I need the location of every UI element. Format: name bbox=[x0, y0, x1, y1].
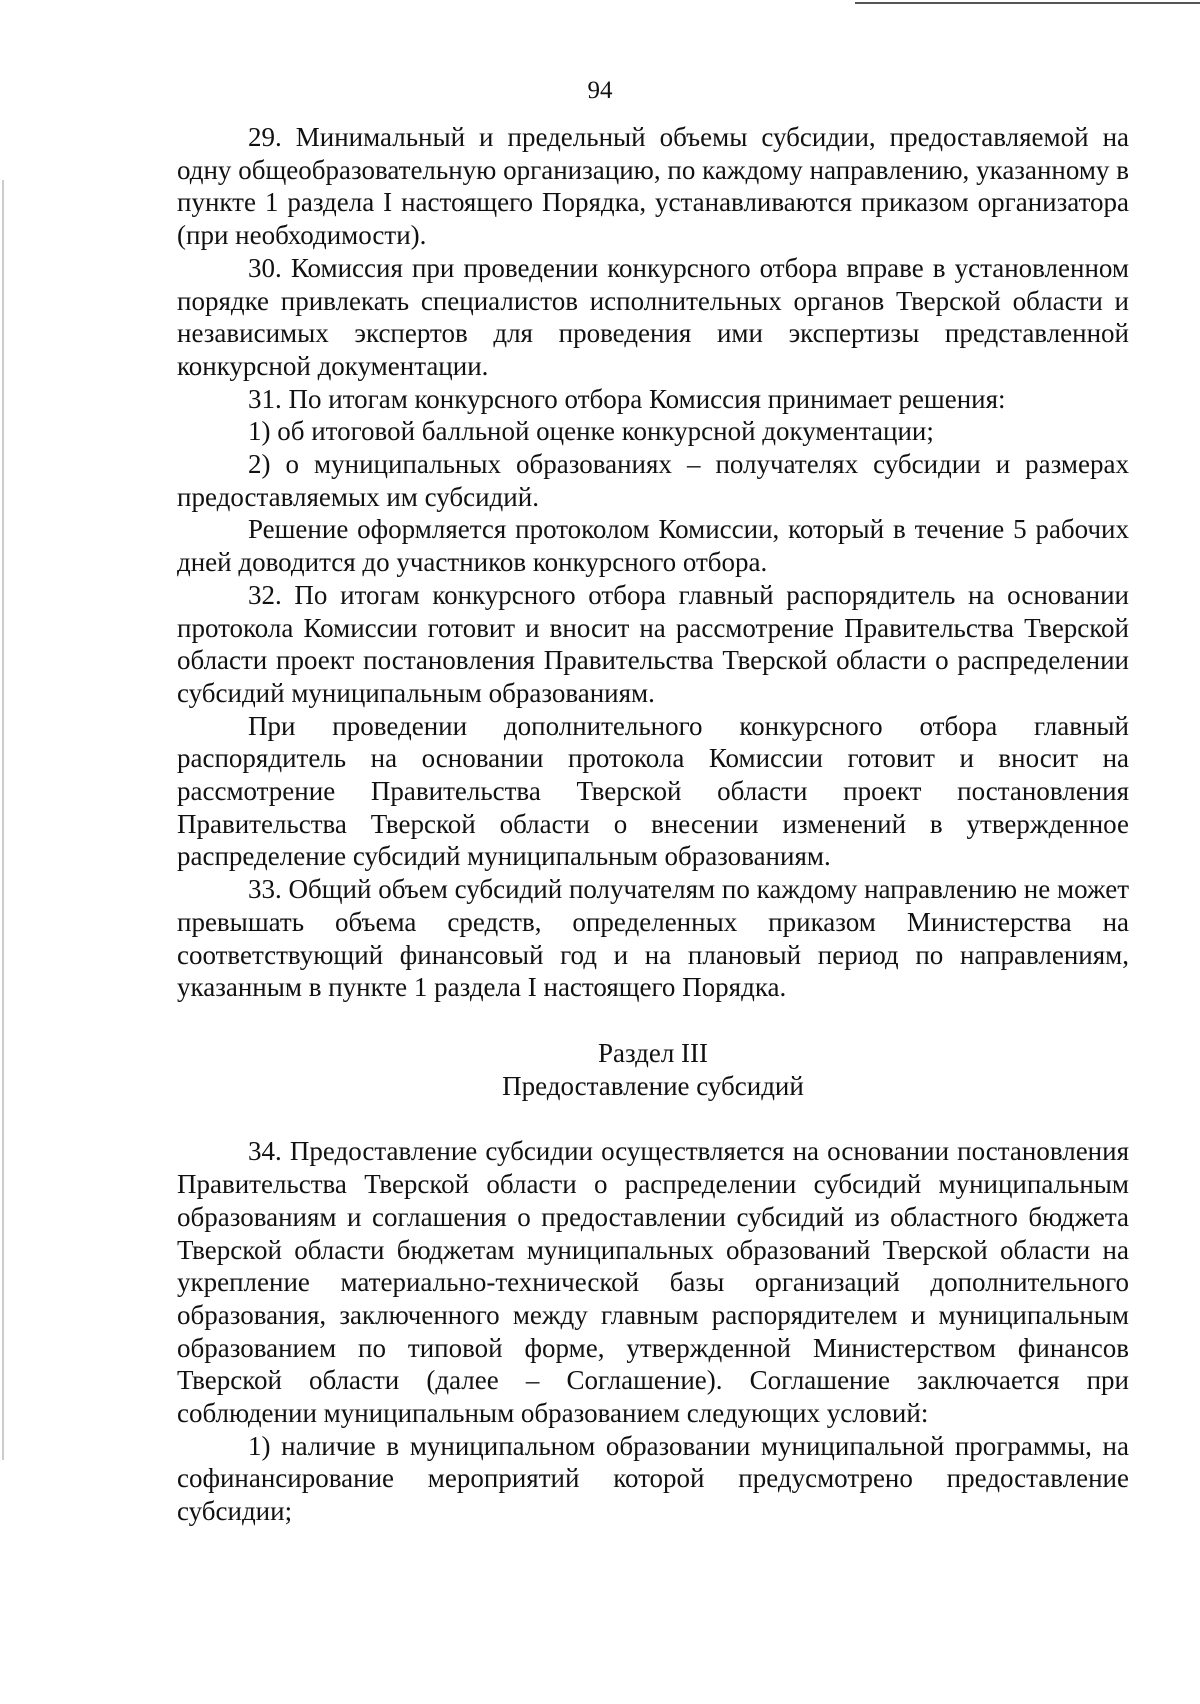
paragraph-30: 30. Комиссия при проведении конкурсного отбора вправе в установленном порядке привлекать специалистов исполнительных органов Тверской области и независимых экспертов для проведения ими экспертизы представленной конкурсной документации. bbox=[177, 252, 1129, 381]
paragraph-31: 31. По итогам конкурсного отбора Комиссия принимает решения: bbox=[248, 383, 1006, 414]
paragraph-31-decision: Решение оформляется протоколом Комиссии, который в течение 5 рабочих дней доводится до участников конкурсного отбора. bbox=[177, 514, 1129, 578]
section-label: Раздел III bbox=[597, 1037, 709, 1068]
paragraph-34: 34. Предоставление субсидии осуществляется на основании постановления Правительства Тверской области о распределении субсидий муниципальным образованиям и соглашения о предоставлении субсидий из областного бюджета Тверской области бюджетам муниципальных образований Тверской области на укрепление материально-технической базы организаций дополнительного образования, заключенного между главным распорядителем и муниципальным образованием по типовой форме, утвержденной Министерством финансов Тверской области (далее – Соглашение). Соглашение заключается при соблюдении муниципальным образованием следующих условий: bbox=[177, 1136, 1129, 1429]
document-body bbox=[177, 121, 1129, 1528]
paragraph-32: 32. По итогам конкурсного отбора главный распорядитель на основании протокола Комиссии готовит и вносит на рассмотрение Правительства Тверской области проект постановления Правительства Тверской области о распределении субсидий муниципальным образованиям. bbox=[177, 579, 1129, 708]
paragraph-31-item-1: 1) об итоговой балльной оценке конкурсной документации; bbox=[248, 416, 934, 447]
section-title: Предоставление субсидий bbox=[502, 1070, 804, 1101]
paragraph-29: 29. Минимальный и предельный объемы субсидии, предоставляемой на одну общеобразовательную организацию, по каждому направлению, указанному в пункте 1 раздела I настоящего Порядка, устанавливаются приказом организатора (при необходимости). bbox=[177, 122, 1129, 251]
paragraph-31-item-2: 2) о муниципальных образованиях – получателях субсидии и размерах предоставляемых им субсидий. bbox=[177, 449, 1129, 512]
paragraph-32-additional: При проведении дополнительного конкурсного отбора главный распорядитель на основании протокола Комиссии готовит и вносит на рассмотрение Правительства Тверской области проект постановления Правительства Тверской области о внесении изменений в утвержденное распределение субсидий муниципальным образованиям. bbox=[177, 710, 1129, 872]
paragraph-33: 33. Общий объем субсидий получателям по каждому направлению не может превышать объема средств, определенных приказом Министерства на соответствующий финансовый год и на плановый период по направлениям, указанным в пункте 1 раздела I настоящего Порядка. bbox=[177, 874, 1129, 1003]
scan-top-rule bbox=[855, 2, 1200, 4]
page-number: 94 bbox=[587, 77, 613, 104]
scan-left-edge bbox=[2, 180, 4, 1460]
paragraph-34-item-1: 1) наличие в муниципальном образовании муниципальной программы, на софинансирование мероприятий которой предусмотрено предоставление субсидии; bbox=[177, 1430, 1129, 1527]
